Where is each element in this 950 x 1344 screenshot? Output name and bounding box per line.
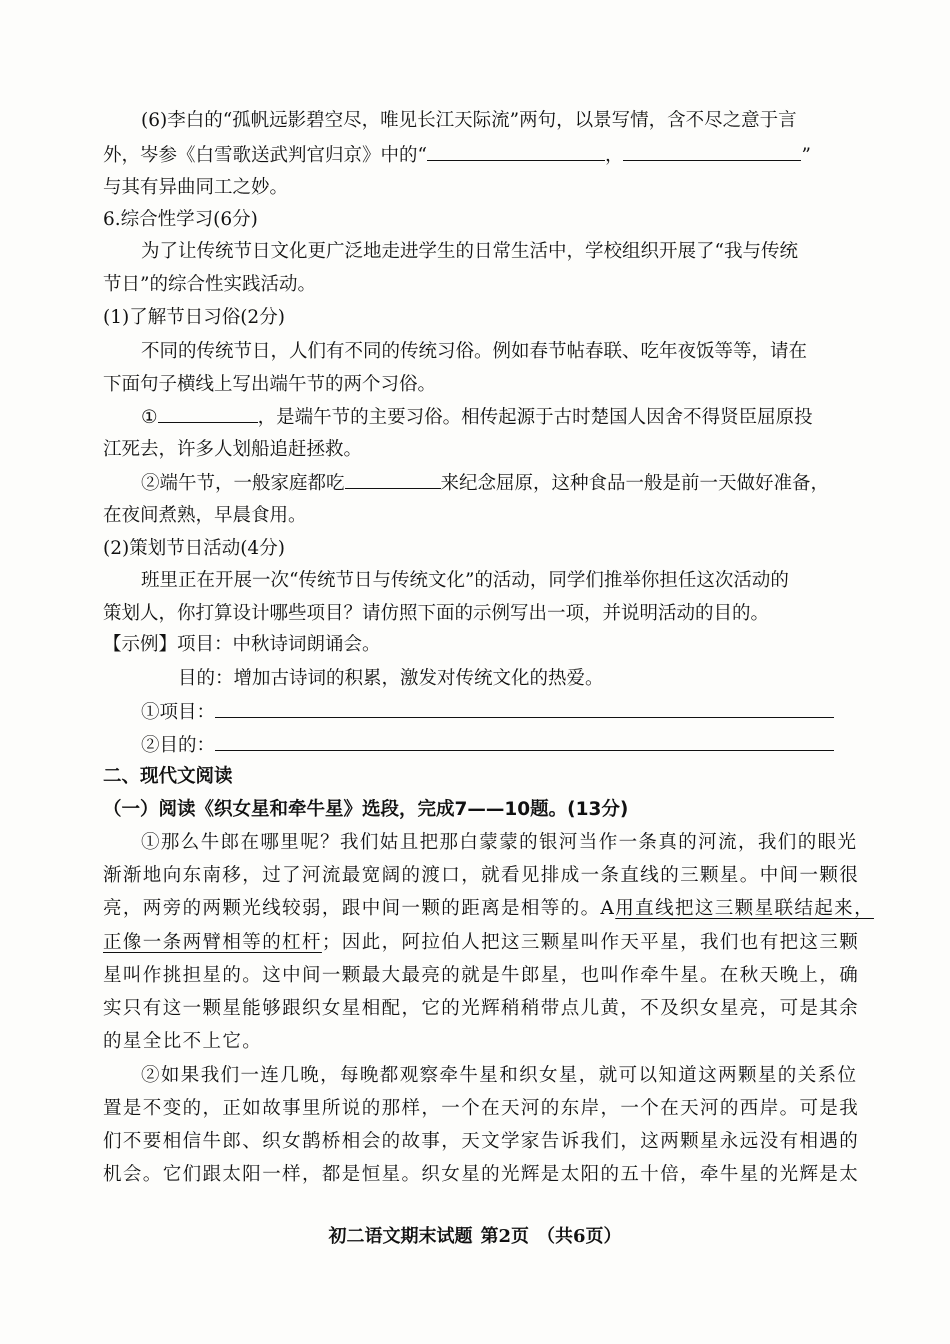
q6-part1-answer-b-line-2: 在夜间煮熟，早晨食用。 [103, 505, 307, 526]
q5-line-2-text: 外，岑参《白雪歌送武判官归京》中的“ [103, 145, 427, 166]
example-label: 【示例】 [103, 634, 178, 655]
reading-p2-line-1: ②如果我们一连几晚，每晚都观察牵牛星和织女星，就可以知道这两颗星的关系位 [141, 1065, 858, 1086]
example-goal: 目的：增加古诗词的积累，激发对传统文化的热爱。 [178, 668, 604, 689]
answer-goal-blank[interactable] [215, 732, 834, 751]
answer-item-blank[interactable] [215, 699, 834, 718]
q5-line-2 [103, 142, 811, 169]
footer-total-pages: （共6页） [537, 1226, 622, 1247]
section-2-title: 二、现代文阅读 [103, 766, 233, 787]
circle-1: ① [141, 407, 158, 428]
reading-p1-line-6: 实只有这一颗星能够跟织女星相配，它的光辉稍稍带点儿黄，不及织女星亮，可是其余 [103, 998, 860, 1019]
q6-title: 6.综合性学习(6分) [103, 209, 258, 230]
answer-blank[interactable] [623, 142, 801, 161]
q6-intro-1: 为了让传统节日文化更广泛地走进学生的日常生活中，学校组织开展了“我与传统 [141, 241, 798, 262]
answer-a-text: ，是端午节的主要习俗。相传起源于古时楚国人因舍不得贤臣屈原投 [257, 407, 813, 428]
answer-goal-row [141, 732, 834, 759]
q6-part1-answer-a-line-2: 江死去，许多人划船追赶拯救。 [103, 439, 363, 460]
q6-part2-line-2: 策划人，你打算设计哪些项目？请仿照下面的示例写出一项，并说明活动的目的。 [103, 603, 770, 624]
section-2-subtitle: （一）阅读《织女星和牵牛星》选段，完成7——10题。(13分) [103, 799, 629, 820]
reading-p1-line-4 [103, 930, 859, 956]
reading-p1-line-7: 的星全比不上它。 [103, 1031, 263, 1052]
answer-goal-label: ②目的： [141, 735, 216, 756]
sentence-marker-a: A [600, 898, 616, 919]
answer-blank[interactable] [427, 142, 605, 161]
q6-part1-line-1: 不同的传统节日，人们有不同的传统习俗。例如春节帖春联、吃年夜饭等等，请在 [141, 341, 808, 362]
answer-item-label: ①项目： [141, 702, 216, 723]
underlined-sentence: 用直线把这三颗星联结起来， [615, 898, 874, 919]
reading-p1-line-4b: ；因此，阿拉伯人把这三颗星叫作天平星，我们也有把这三颗 [321, 932, 860, 953]
example-line [103, 632, 381, 658]
q6-part1-answer-a [141, 404, 813, 431]
answer-blank[interactable] [345, 470, 441, 489]
answer-b-post: 来纪念屈原，这种食品一般是前一天做好准备， [440, 473, 830, 494]
answer-b-pre: ②端午节，一般家庭都吃 [141, 473, 345, 494]
q5-line-3: 与其有异曲同工之妙。 [103, 177, 289, 198]
answer-blank[interactable] [158, 404, 258, 423]
q6-part1-answer-b [141, 470, 829, 497]
example-item: 项目：中秋诗词朗诵会。 [177, 634, 381, 655]
reading-p1-line-5: 星叫作挑担星的。这中间一颗最大最亮的就是牛郎星，也叫作牵牛星。在秋天晚上，确 [103, 965, 860, 986]
reading-p1-line-2: 渐渐地向东南移，过了河流最宽阔的渡口，就看见排成一条直线的三颗星。中间一颗很 [103, 865, 860, 886]
comma: ， [604, 145, 624, 166]
footer-title: 初二语文期末试题 [328, 1226, 473, 1247]
q5-line-1: (6)李白的“孤帆远影碧空尽，唯见长江天际流”两句，以景写情，含不尽之意于言 [141, 110, 797, 131]
q6-part1-line-2: 下面句子横线上写出端午节的两个习俗。 [103, 374, 437, 395]
reading-p1-line-3a: 亮，两旁的两颗光线较弱，跟中间一颗的距离是相等的。 [103, 898, 601, 919]
q6-part2-line-1: 班里正在开展一次“传统节日与传统文化”的活动，同学们推举你担任这次活动的 [141, 570, 789, 591]
reading-p2-line-2: 置是不变的，正如故事里所说的那样，一个在天河的东岸，一个在天河的西岸。可是我 [103, 1098, 860, 1119]
close-quote: ” [801, 145, 811, 166]
reading-p1-line-3 [103, 896, 874, 922]
q6-part1-title: (1)了解节日习俗(2分) [103, 307, 285, 328]
answer-item-row [141, 699, 834, 726]
q6-intro-2: 节日”的综合性实践活动。 [103, 274, 316, 295]
underlined-sentence-cont: 正像一条两臂相等的杠杆 [103, 932, 322, 953]
reading-p2-line-3: 们不要相信牛郎、织女鹊桥相会的故事，天文学家告诉我们，这两颗星永远没有相遇的 [103, 1131, 860, 1152]
page-footer [0, 1222, 950, 1248]
reading-p2-line-4: 机会。它们跟太阳一样，都是恒星。织女星的光辉是太阳的五十倍，牵牛星的光辉是太 [103, 1164, 860, 1185]
footer-page-number: 第2页 [480, 1226, 529, 1247]
reading-p1-line-1: ①那么牛郎在哪里呢？我们姑且把那白蒙蒙的银河当作一条真的河流，我们的眼光 [141, 832, 858, 853]
q6-part2-title: (2)策划节日活动(4分) [103, 538, 285, 559]
